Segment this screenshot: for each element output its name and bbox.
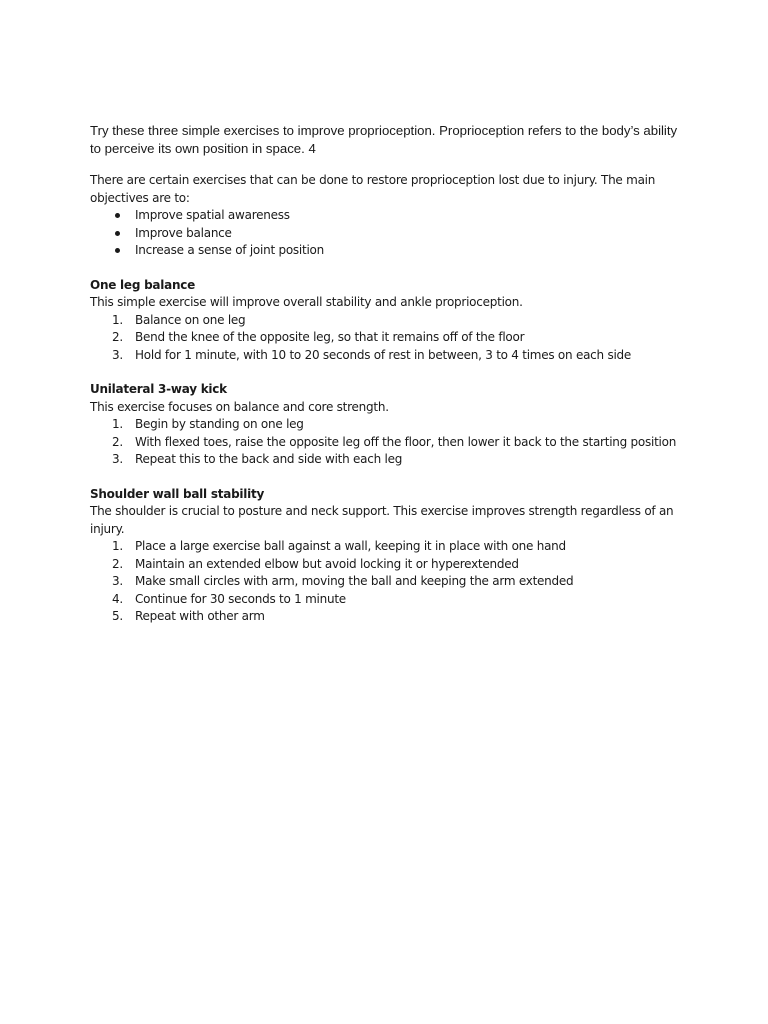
step-number: 2.: [112, 330, 123, 344]
step-number: 3.: [112, 452, 123, 466]
exercise-title: One leg balance: [90, 277, 196, 292]
step-number: 1.: [112, 417, 123, 431]
step-number: 4.: [112, 591, 123, 606]
step-number: 1.: [112, 539, 123, 553]
exercise-description: This exercise focuses on balance and core strength.: [90, 399, 389, 414]
exercise-one-leg-balance: [90, 277, 680, 365]
bullet-icon: [115, 213, 120, 218]
bullet-icon: [115, 248, 120, 253]
exercise-description: The shoulder is crucial to posture and neck support. This exercise improves strength regardless of an injury.: [90, 504, 674, 536]
objective-item: Improve spatial awareness: [90, 207, 680, 225]
step-item: 2. Bend the knee of the opposite leg, so that it remains off of the floor: [90, 329, 680, 347]
step-item: 4. Continue for 30 seconds to 1 minute: [90, 591, 680, 609]
exercise-description: This simple exercise will improve overall stability and ankle proprioception.: [90, 295, 523, 309]
step-number: 1.: [112, 312, 123, 327]
bullet-icon: [115, 231, 120, 236]
step-item: 2. Maintain an extended elbow but avoid locking it or hyperextended: [90, 556, 680, 574]
document-page: [90, 122, 680, 643]
exercise-title: Unilateral 3-way kick: [90, 382, 227, 396]
step-item: 3. Make small circles with arm, moving the ball and keeping the arm extended: [90, 573, 680, 591]
step-number: 5.: [112, 609, 123, 623]
objectives-text: There are certain exercises that can be done to restore proprioception lost due to injury. The main objectives are to:: [90, 173, 656, 205]
objective-item: Improve balance: [90, 225, 680, 243]
exercise-steps: [90, 416, 680, 469]
step-item: 1. Balance on one leg: [90, 312, 680, 330]
step-item: 3. Hold for 1 minute, with 10 to 20 seconds of rest in between, 3 to 4 times on each side: [90, 347, 680, 365]
step-number: 2.: [112, 556, 123, 571]
exercise-title: Shoulder wall ball stability: [90, 486, 265, 501]
step-number: 3.: [112, 347, 123, 362]
exercise-unilateral-kick: [90, 381, 680, 469]
step-number: 3.: [112, 574, 123, 588]
step-item: 1. Place a large exercise ball against a wall, keeping it in place with one hand: [90, 538, 680, 556]
step-item: 1. Begin by standing on one leg: [90, 416, 680, 434]
step-item: 2. With flexed toes, raise the opposite leg off the floor, then lower it back to the starting position: [90, 434, 680, 452]
step-number: 2.: [112, 434, 123, 449]
exercise-shoulder-wall-ball: [90, 486, 680, 626]
step-item: 3. Repeat this to the back and side with each leg: [90, 451, 680, 469]
intro-paragraph: Try these three simple exercises to improve proprioception. Proprioception refers to the body’s ability to perceive its own position in space. 4: [90, 123, 678, 156]
objectives-section: [90, 172, 680, 260]
exercise-steps: [90, 538, 680, 626]
exercise-steps: [90, 312, 680, 365]
step-item: 5. Repeat with other arm: [90, 608, 680, 626]
objectives-list: [90, 207, 680, 260]
objective-item: Increase a sense of joint position: [90, 242, 680, 260]
